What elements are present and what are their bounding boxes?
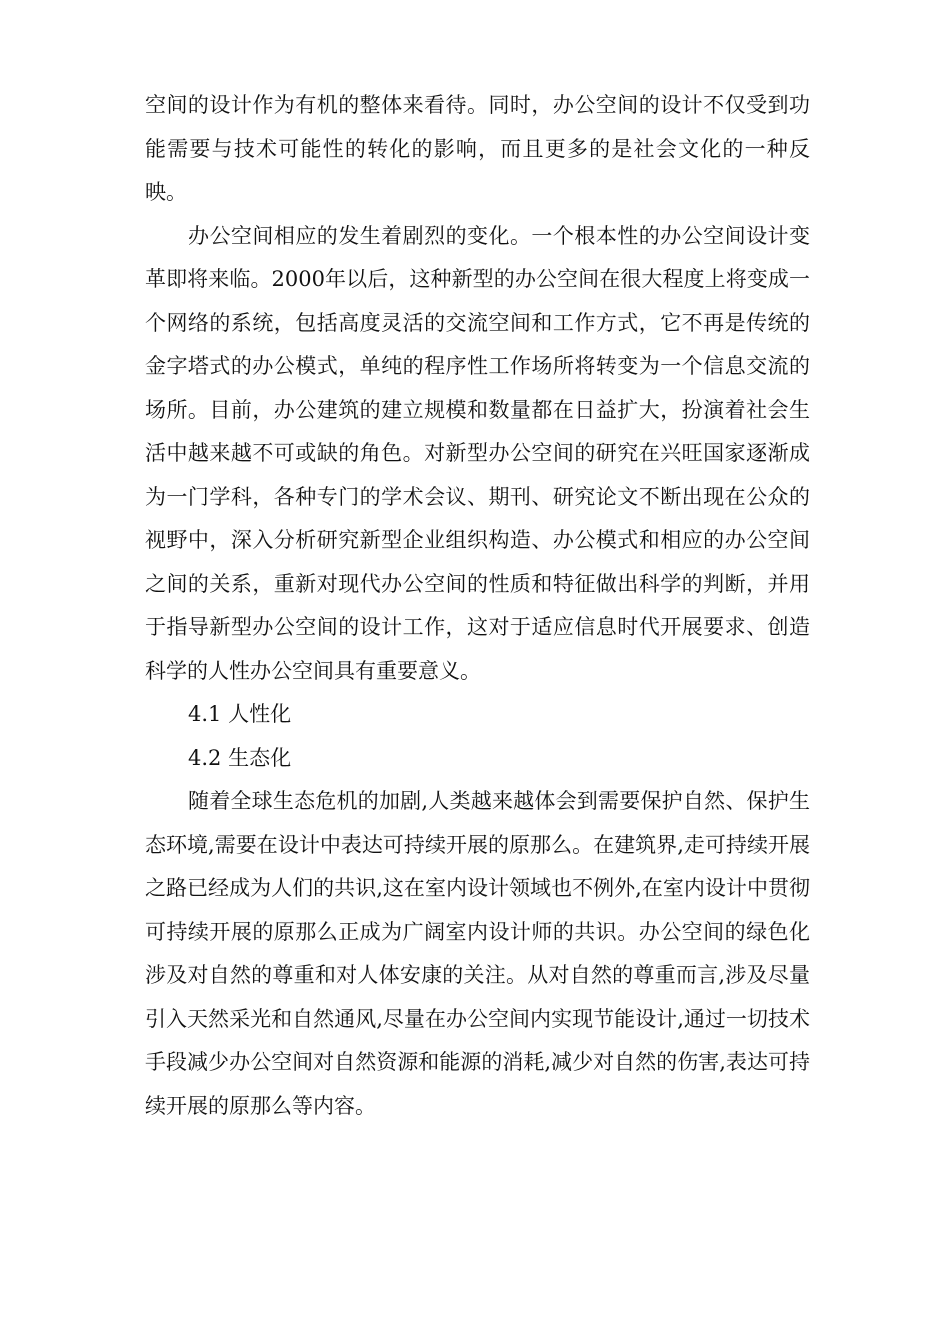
- paragraph-continuation: 空间的设计作为有机的整体来看待。同时，办公空间的设计不仅受到功能需要与技术可能性的转化的影响，而且更多的是社会文化的一种反映。: [145, 93, 810, 204]
- document-body: [145, 84, 810, 1128]
- section-heading-humanization: 4.1 人性化: [188, 702, 292, 726]
- section-heading-ecology: 4.2 生态化: [188, 745, 292, 770]
- paragraph-ecology: 随着全球生态危机的加剧,人类越来越体会到需要保护自然、保护生态环境,需要在设计中表达可持续开展的原那么。在建筑界,走可持续开展之路已经成为人们的共识,这在室内设计领域也不例外,在室内设计中贯彻可持续开展的原那么正成为广阔室内设计师的共识。办公空间的绿色化涉及对自然的尊重和对人体安康的关注。从对自然的尊重而言,涉及尽量引入天然采光和自然通风,尽量在办公空间内实现节能设计,通过一切技术手段减少办公空间对自然资源和能源的消耗,减少对自然的伤害,表达可持续开展的原那么等内容。: [145, 789, 810, 1118]
- paragraph-office-space-change: 办公空间相应的发生着剧烈的变化。一个根本性的办公空间设计变革即将来临。2000年以后，这种新型的办公空间在很大程度上将变成一个网络的系统，包括高度灵活的交流空间和工作方式，它不再是传统的金字塔式的办公模式，单纯的程序性工作场所将转变为一个信息交流的场所。目前，办公建筑的建立规模和数量都在日益扩大，扮演着社会生活中越来越不可或缺的角色。对新型办公空间的研究在兴旺国家逐渐成为一门学科，各种专门的学术会议、期刊、研究论文不断出现在公众的视野中，深入分析研究新型企业组织构造、办公模式和相应的办公空间之间的关系，重新对现代办公空间的性质和特征做出科学的判断，并用于指导新型办公空间的设计工作，这对于适应信息时代开展要求、创造科学的人性办公空间具有重要意义。: [145, 223, 810, 683]
